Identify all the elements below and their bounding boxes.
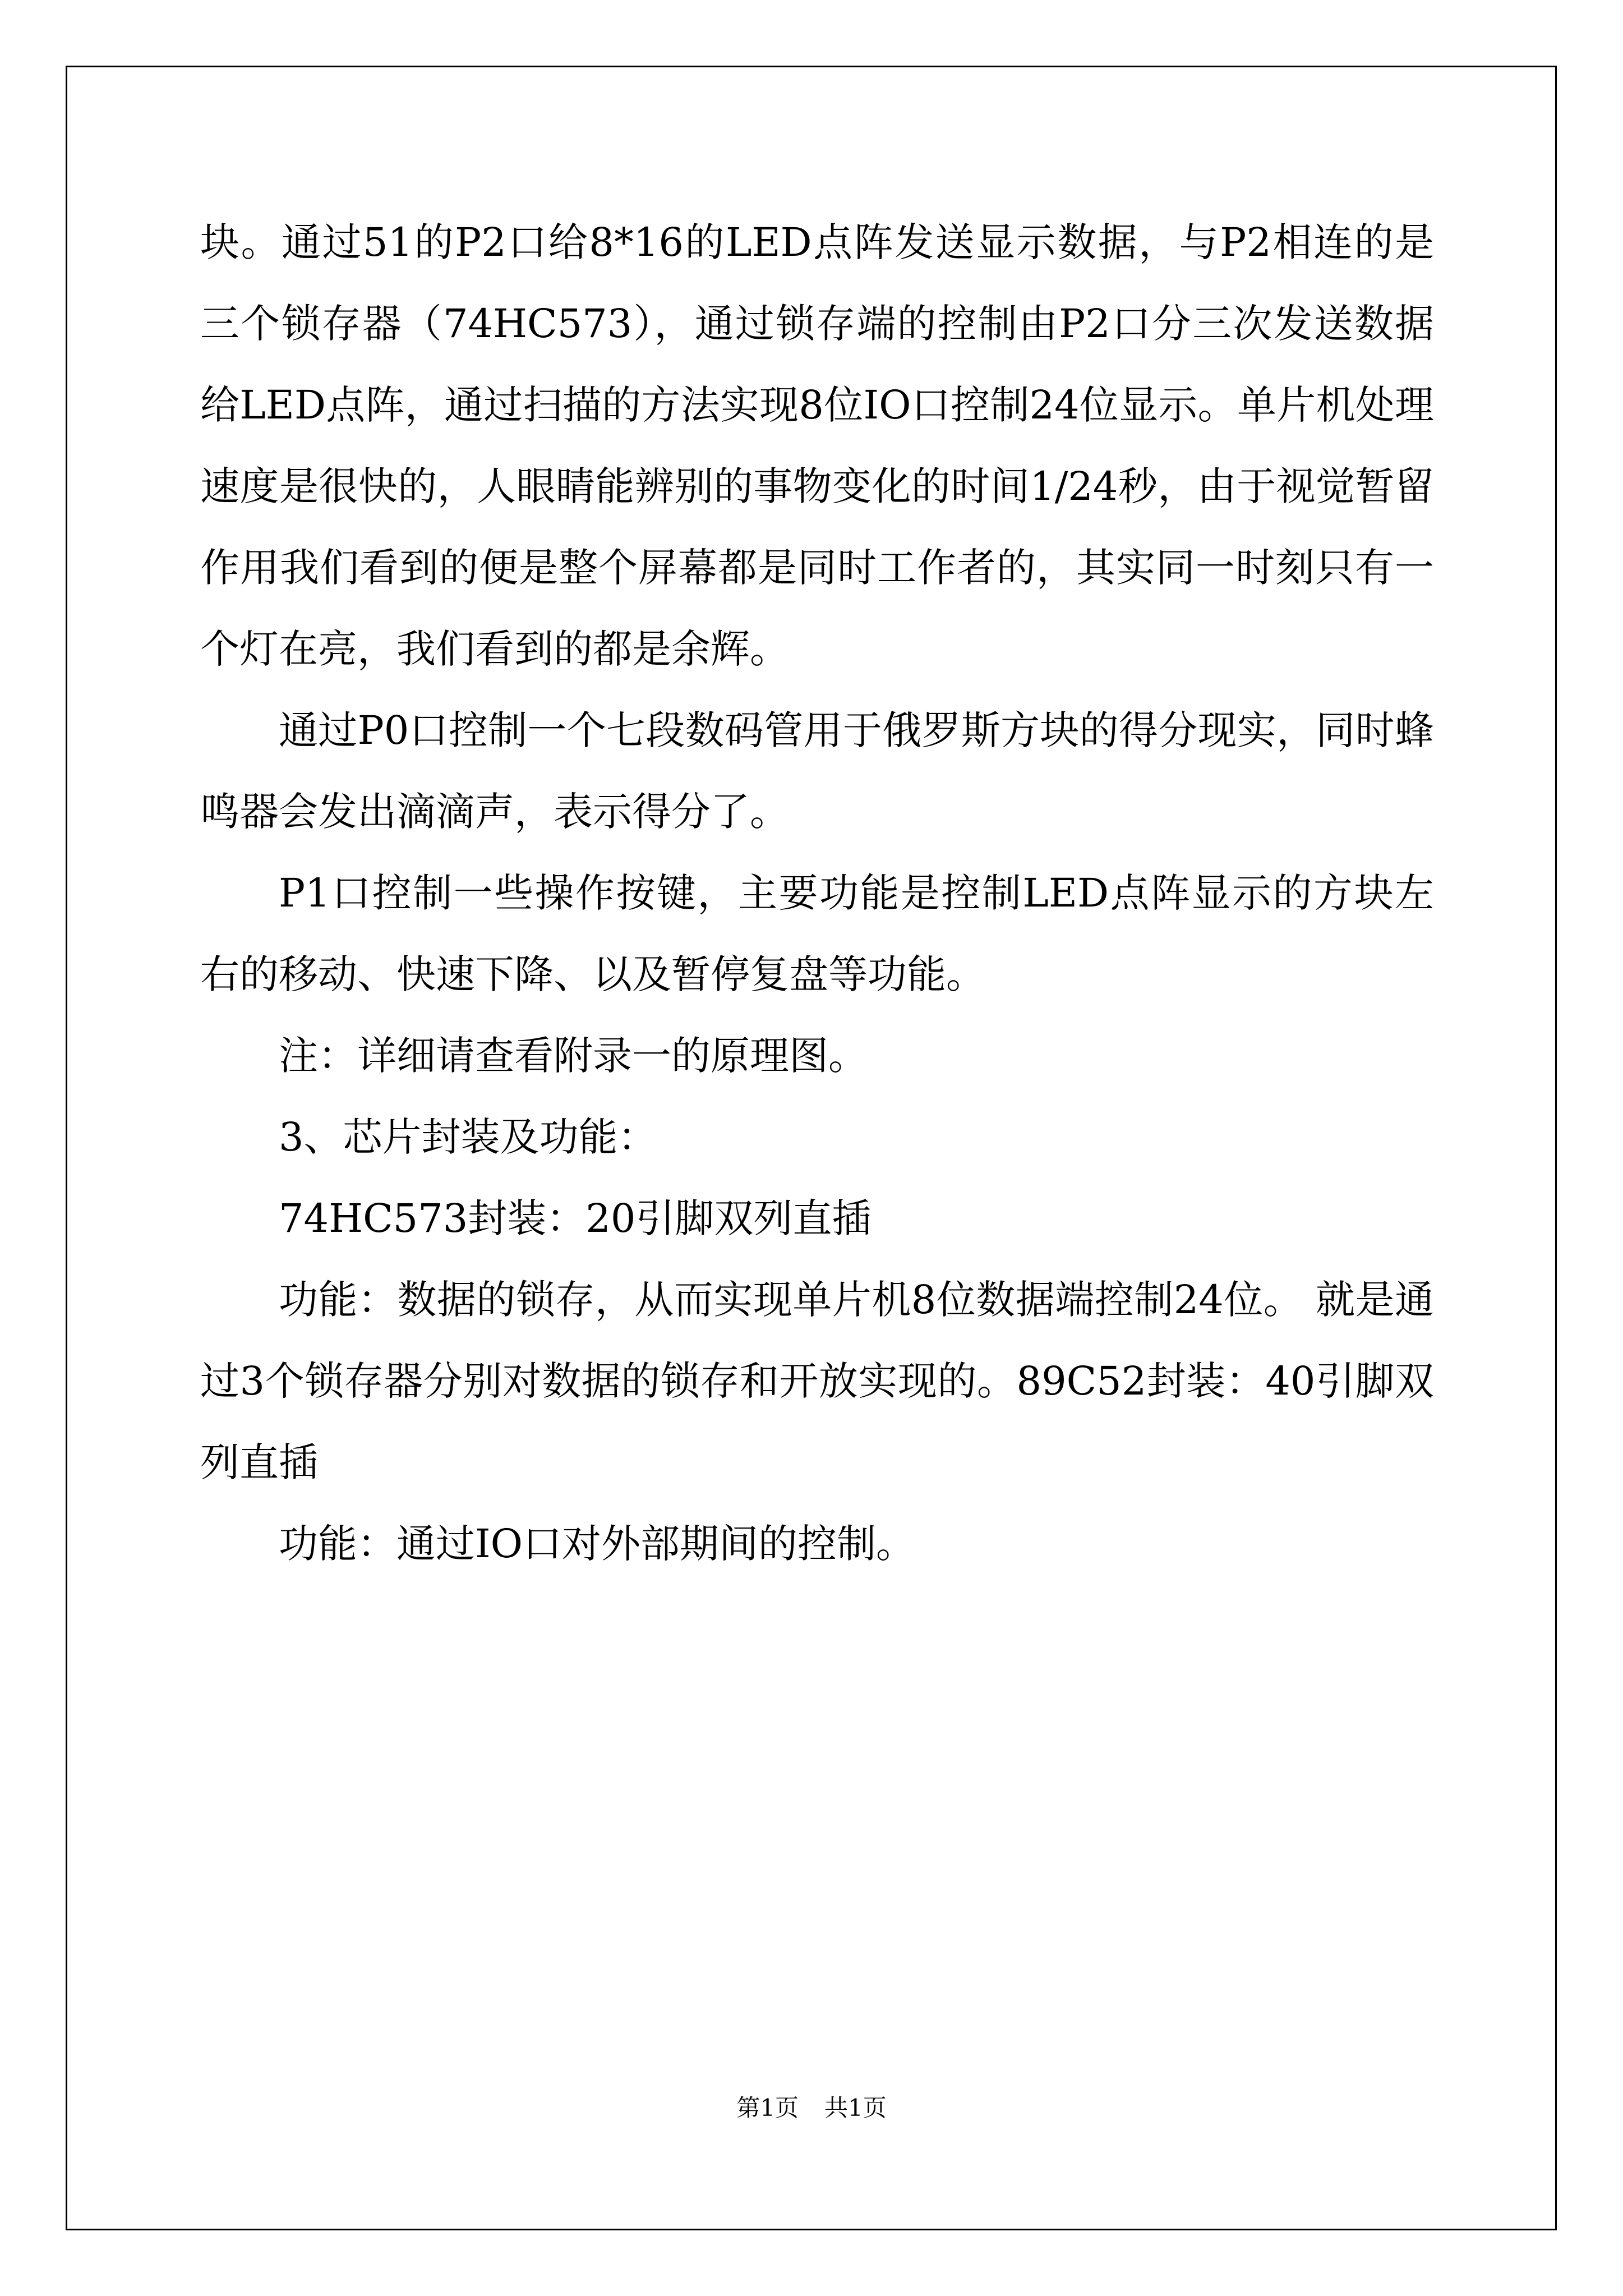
paragraph-74hc573-package: 74HC573封装：20引脚双列直插 bbox=[279, 1195, 872, 1241]
page-number: 第1页 bbox=[736, 2094, 799, 2122]
section-heading-chips: 3、芯片封装及功能： bbox=[279, 1114, 657, 1160]
paragraph-keys: P1口控制一些操作按键，主要功能是控制LED点阵显示的方块左右的移动、快速下降、以及暂停复盘等功能。 bbox=[200, 870, 1434, 997]
page-total: 共1页 bbox=[824, 2094, 887, 2122]
page-footer bbox=[0, 2091, 1623, 2125]
paragraph-latch-function: 功能：数据的锁存，从而实现单片机8位数据端控制24位。 就是通过3个锁存器分别对数据的锁存和开放实现的。89C52封装：40引脚双列直插 bbox=[200, 1277, 1434, 1485]
paragraph-seven-segment: 通过P0口控制一个七段数码管用于俄罗斯方块的得分现实，同时蜂鸣器会发出滴滴声，表示得分了。 bbox=[200, 707, 1434, 835]
document-body bbox=[200, 202, 1434, 1585]
paragraph-io-function: 功能：通过IO口对外部期间的控制。 bbox=[279, 1521, 916, 1567]
paragraph-note: 注：详细请查看附录一的原理图。 bbox=[279, 1033, 868, 1079]
paragraph-led-matrix: 块。通过51的P2口给8*16的LED点阵发送显示数据，与P2相连的是三个锁存器（74HC573），通过锁存端的控制由P2口分三次发送数据给LED点阵，通过扫描的方法实现8位IO口控制24位显示。单片机处理速度是很快的，人眼睛能辨别的事物变化的时间1/24秒，由于视觉暂留作用我们看到的便是整个屏幕都是同时工作者的，其实同一时刻只有一个灯在亮，我们看到的都是余辉。 bbox=[200, 219, 1434, 672]
